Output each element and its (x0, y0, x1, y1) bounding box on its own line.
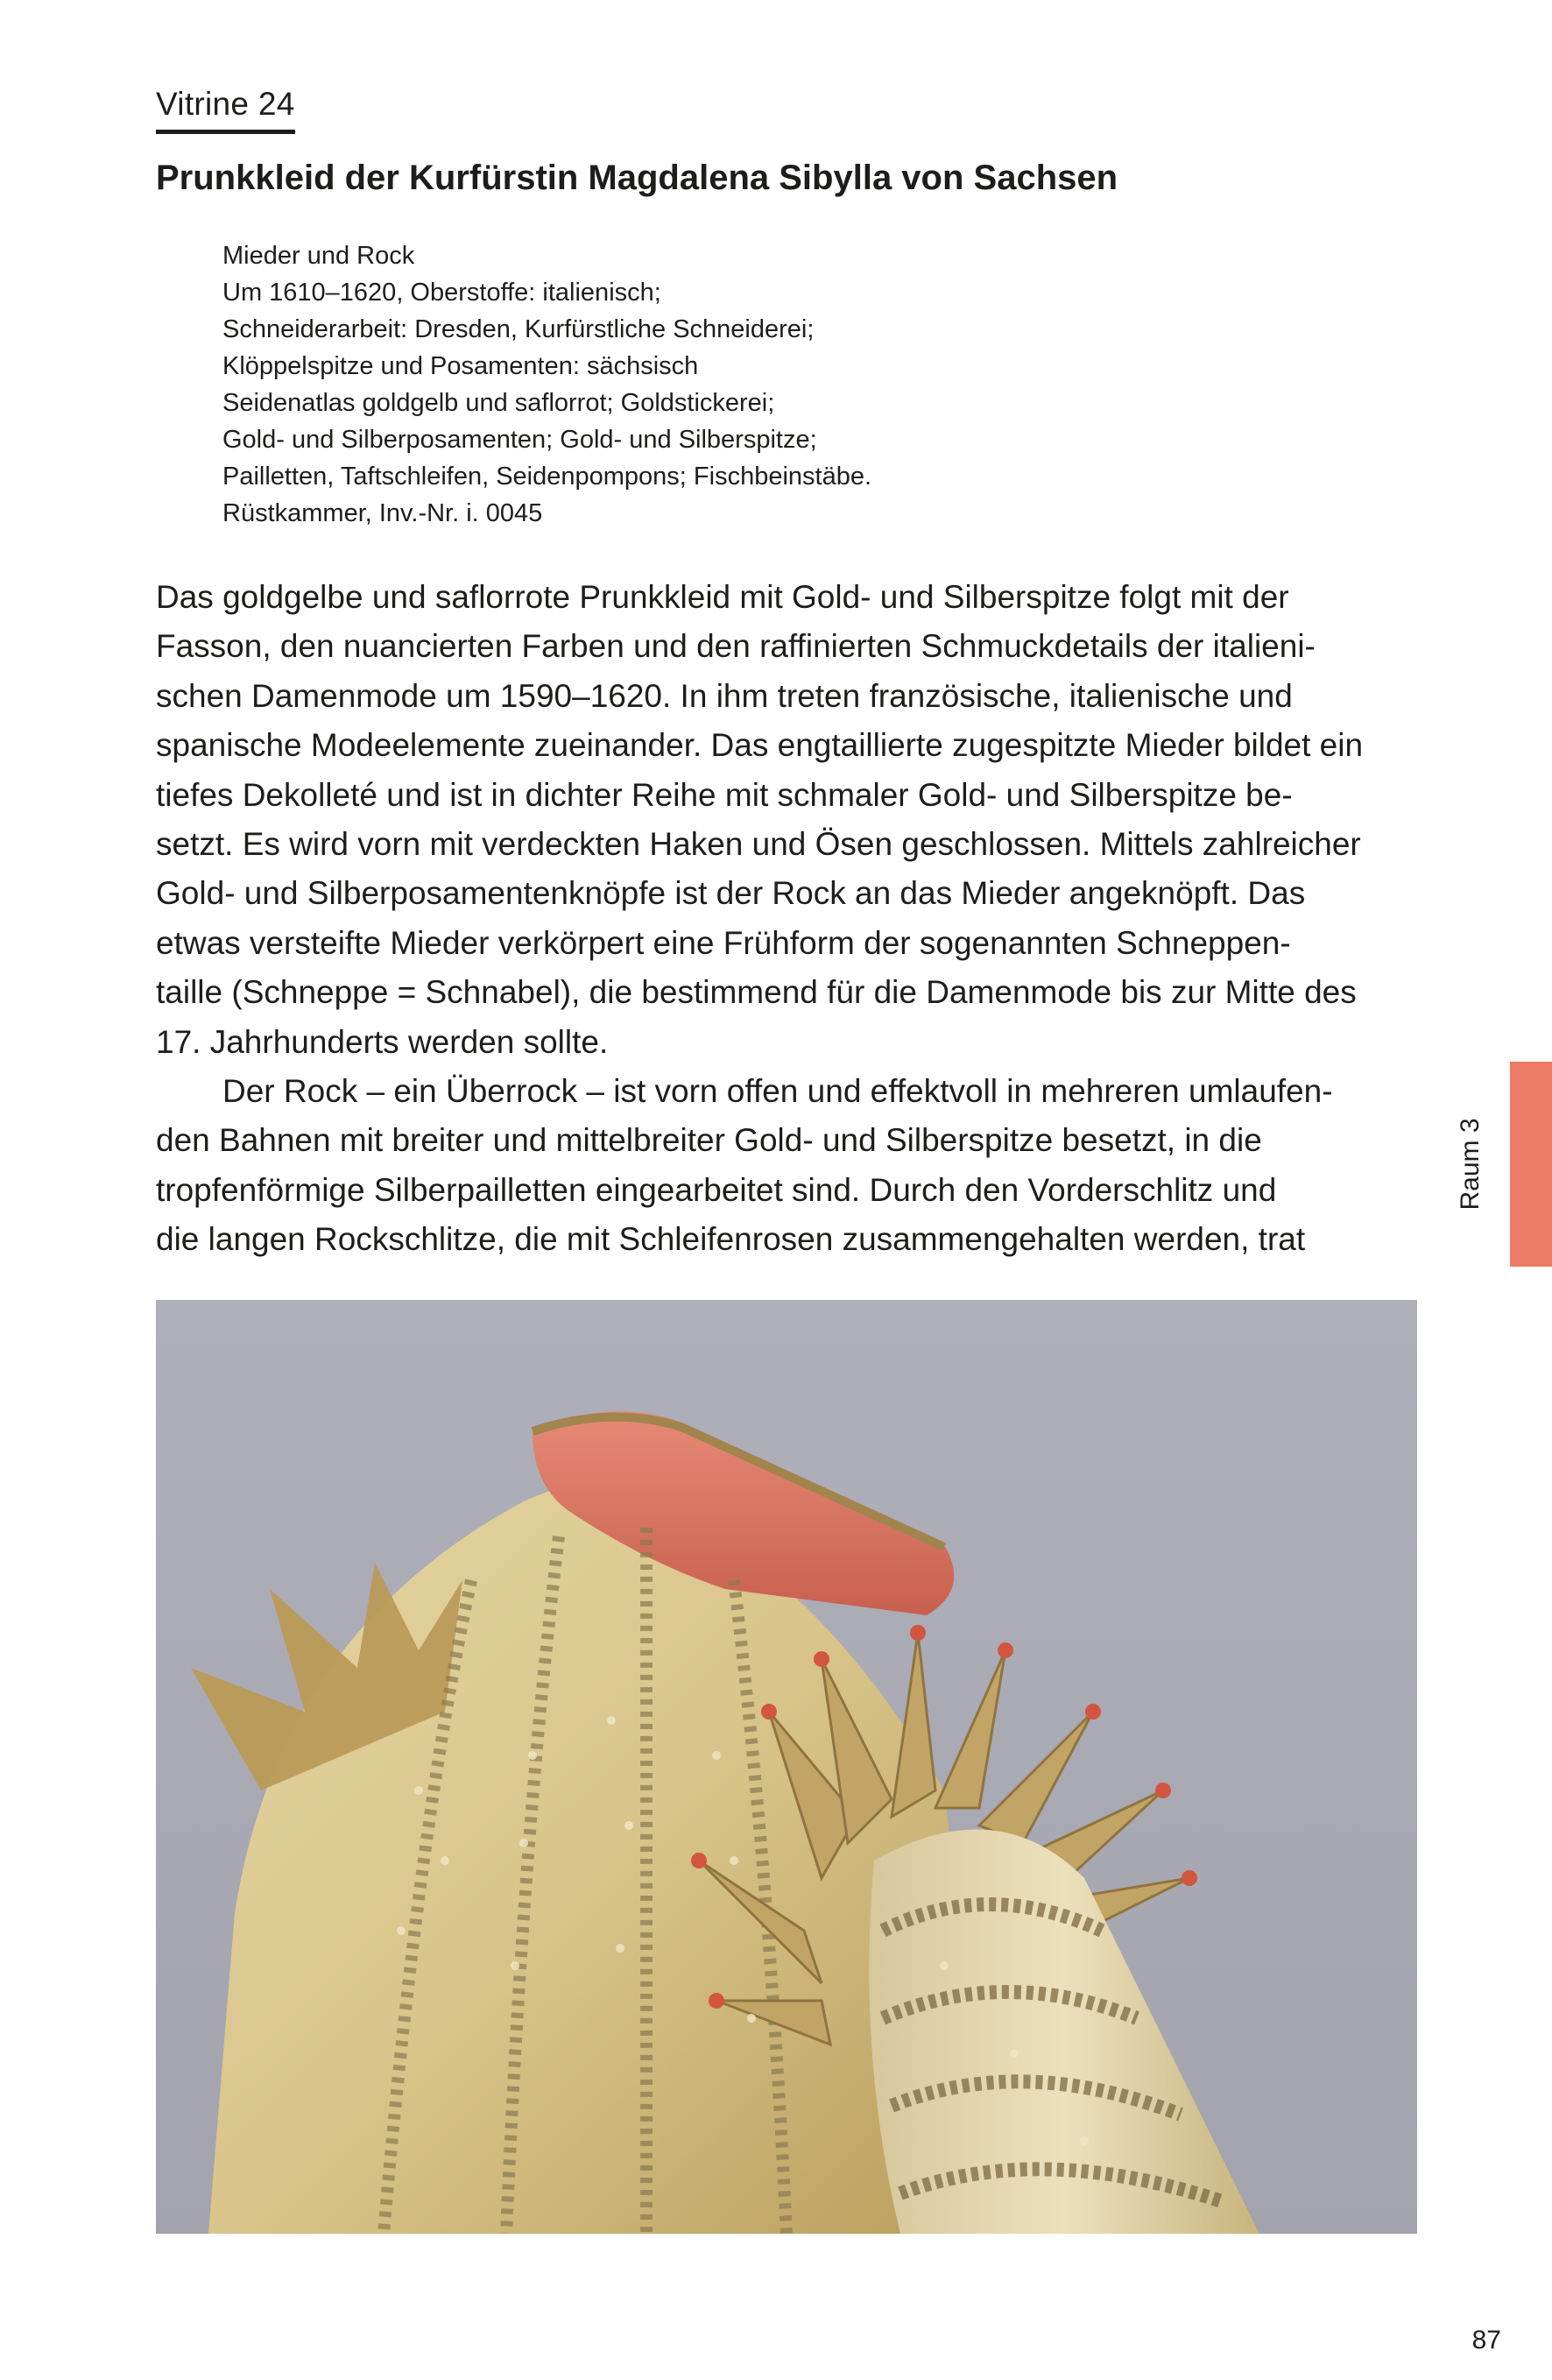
page-number: 87 (1471, 2326, 1501, 2355)
dress-photo (156, 1300, 1417, 2234)
body-line: schen Damenmode um 1590–1620. In ihm treten französische, italienische und (156, 677, 1293, 714)
meta-line: Gold- und Silberposamenten; Gold- und Silberspitze; (222, 426, 817, 454)
meta-line: Seidenatlas goldgelb und saflorrot; Goldstickerei; (222, 389, 775, 417)
body-line: tiefes Dekolleté und ist in dichter Reihe mit schmaler Gold- und Silberspitze be- (156, 776, 1293, 813)
section-label: Vitrine 24 (156, 82, 295, 134)
room-tab-marker (1510, 1062, 1552, 1267)
meta-line: Rüstkammer, Inv.-Nr. i. 0045 (222, 499, 543, 527)
body-line: Der Rock – ein Überrock – ist vorn offen und effektvoll in mehreren umlaufen- (222, 1072, 1333, 1109)
meta-line: Schneiderarbeit: Dresden, Kurfürstliche Schneiderei; (222, 315, 815, 343)
body-line: spanische Modeelemente zueinander. Das engtaillierte zugespitzte Mieder bildet ein (156, 727, 1364, 764)
meta-line: Pailletten, Taftschleifen, Seidenpompons; Fischbeinstäbe. (222, 463, 872, 491)
body-line: 17. Jahrhunderts werden sollte. (156, 1023, 609, 1060)
body-line: die langen Rockschlitze, die mit Schleifenrosen zusammengehalten werden, trat (156, 1221, 1306, 1258)
body-line: etwas versteifte Mieder verkörpert eine Frühform der sogenannten Schneppen- (156, 924, 1291, 961)
body-line: Gold- und Silberposamentenknöpfe ist der Rock an das Mieder angeknöpft. Das (156, 875, 1306, 912)
room-tab-label: Raum 3 (1456, 1118, 1485, 1211)
body-line: Das goldgelbe und saflorrote Prunkkleid mit Gold- und Silberspitze folgt mit der (156, 579, 1289, 615)
body-line: tropfenförmige Silberpailletten eingearbeitet sind. Durch den Vorderschlitz und (156, 1171, 1277, 1208)
meta-line: Mieder und Rock (222, 242, 415, 270)
body-line: setzt. Es wird vorn mit verdeckten Haken und Ösen geschlossen. Mittels zahlreicher (156, 825, 1361, 862)
meta-line: Um 1610–1620, Oberstoffe: italienisch; (222, 279, 661, 307)
body-line: den Bahnen mit breiter und mittelbreiter Gold- und Silberspitze besetzt, in die (156, 1122, 1262, 1159)
page-title: Prunkkleid der Kurfürstin Magdalena Sibylla von Sachsen (156, 159, 1118, 197)
object-metadata (222, 237, 1063, 532)
body-line: Fasson, den nuancierten Farben und den raffinierten Schmuckdetails der italieni- (156, 628, 1316, 665)
body-text (156, 573, 1417, 1264)
meta-line: Klöppelspitze und Posamenten: sächsisch (222, 352, 699, 380)
body-line: taille (Schneppe = Schnabel), die bestimmend für die Damenmode bis zur Mitte des (156, 974, 1357, 1011)
